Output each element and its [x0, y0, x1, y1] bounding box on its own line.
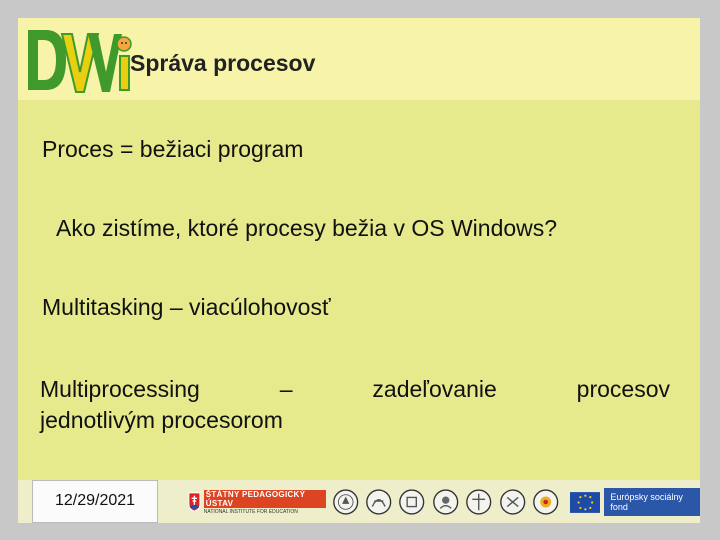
university-seal-icon — [332, 487, 359, 517]
university-seal-icon — [432, 487, 459, 517]
multiprocessing-word: zadeľovanie — [372, 376, 497, 402]
dvvi-logo-icon — [22, 20, 134, 100]
multiprocessing-line-1 — [40, 374, 670, 405]
university-seal-icon — [465, 487, 492, 517]
partner-logos — [188, 484, 700, 520]
bullet-process-definition: Proces = bežiaci program — [42, 136, 304, 162]
multiprocessing-word: procesov — [576, 376, 670, 402]
eu-flag-icon — [570, 491, 601, 514]
slide — [18, 18, 700, 523]
multiprocessing-word: Multiprocessing — [40, 376, 200, 402]
multiprocessing-dash: – — [279, 376, 293, 402]
slovak-coat-of-arms-icon — [188, 491, 201, 513]
bullet-multiprocessing — [40, 374, 670, 436]
university-seal-icon — [365, 487, 392, 517]
bullet-windows-processes-question: Ako zistíme, ktoré procesy bežia v OS Windows? — [56, 215, 558, 241]
spu-subtitle: NATIONAL INSTITUTE FOR EDUCATION — [203, 508, 298, 515]
university-seal-icon — [532, 487, 559, 517]
slide-title: Správa procesov — [130, 50, 316, 76]
university-seal-icon — [499, 487, 526, 517]
slide-date: 12/29/2021 — [32, 480, 158, 523]
spu-logo — [188, 490, 326, 515]
eu-social-fund-logo — [570, 488, 700, 516]
footer — [18, 480, 700, 523]
title-bar — [18, 18, 700, 100]
multiprocessing-line-2: jednotlivým procesorom — [40, 407, 283, 433]
bullet-multitasking: Multitasking – viacúlohovosť — [42, 294, 331, 320]
spu-name: ŠTÁTNY PEDAGOGICKÝ ÚSTAV — [204, 490, 326, 508]
eu-fund-label: Európsky sociálny fond — [604, 488, 700, 516]
university-seal-icon — [398, 487, 425, 517]
